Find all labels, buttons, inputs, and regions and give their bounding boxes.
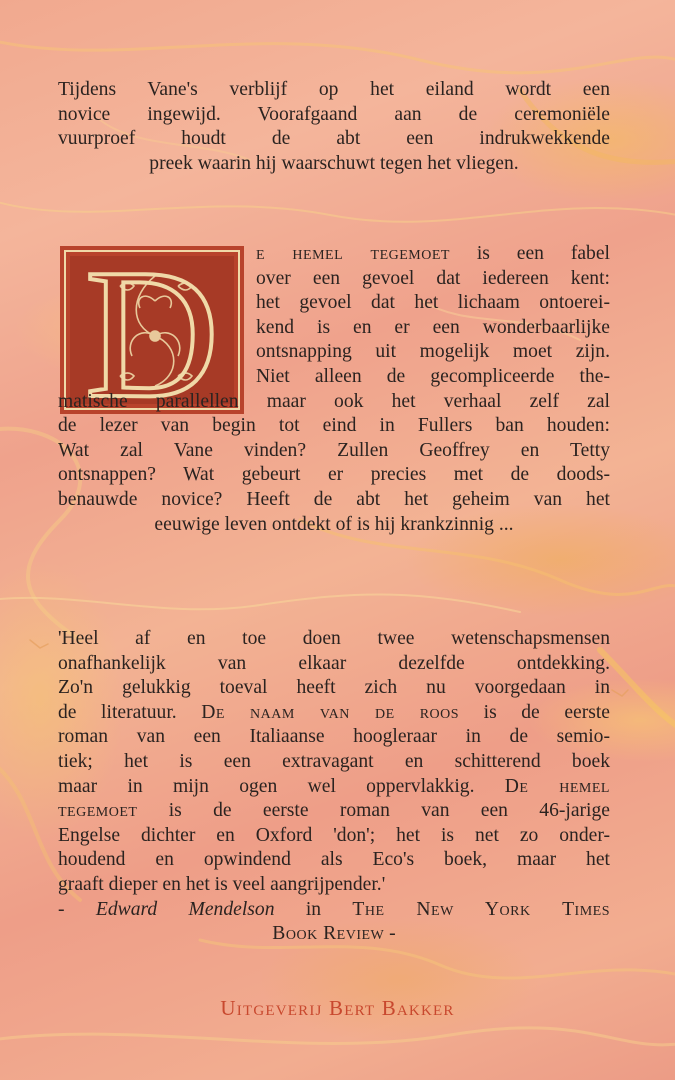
dropcap-letter: D	[84, 246, 220, 414]
attribution-dash: -	[58, 898, 96, 920]
intro-paragraph	[58, 78, 610, 176]
intro-line-2: novice ingewijd. Voorafgaand aan de ceremoniële	[58, 103, 610, 125]
book-title-smallcaps: e hemel tegemoet	[256, 243, 450, 264]
attribution-end: -	[384, 923, 396, 945]
publisher-name: Uitgeverij Bert Bakker	[220, 996, 455, 1020]
review-quote	[58, 627, 610, 947]
description-line: matische parallellen maar ook het verhaal zelf zal	[58, 390, 610, 412]
review-line: houdend en opwindend als Eco's boek, maar het	[58, 849, 610, 871]
description-line: ontsnappen? Wat gebeurt er precies met de doods-	[58, 464, 610, 486]
review-source-line-2	[58, 922, 610, 947]
review-line: 'Heel af en toe doen twee wetenschapsmensen	[58, 628, 610, 649]
referenced-title-smallcaps: De naam van de roos	[201, 701, 460, 723]
review-line: graaft dieper en het is veel aangrijpender.'	[58, 873, 386, 895]
description-line: Niet alleen de gecompliceerde the-	[256, 365, 610, 387]
review-line	[58, 775, 610, 800]
description-line: de lezer van begin tot eind in Fullers ban houden:	[58, 415, 610, 437]
review-text: de literatuur.	[58, 701, 202, 723]
review-line	[58, 701, 610, 726]
review-line: Zo'n gelukkig toeval heeft zich nu voorgedaan in	[58, 677, 610, 699]
review-text: is de eerste roman van een 46-jarige	[137, 800, 610, 822]
review-attribution	[58, 898, 610, 923]
book-title-smallcaps: tegemoet	[58, 800, 138, 822]
review-source: The New York Times	[352, 898, 610, 920]
description-line: Wat zal Vane vinden? Zullen Geoffrey en Tetty	[58, 439, 610, 461]
intro-line-1: Tijdens Vane's verblijf op het eiland wordt een	[58, 79, 610, 100]
description-line-1-rest: is een fabel	[449, 243, 610, 264]
description-wrapped-line: het gevoel dat het lichaam ontoerei-	[256, 292, 610, 314]
review-source-continued: Book Review	[272, 923, 385, 945]
review-text: is de eerste	[459, 701, 611, 723]
description-wrapped-line: ontsnapping uit mogelijk moet zijn.	[256, 341, 610, 363]
description-wrapped-line: kend is en er een wonderbaarlijke	[256, 316, 610, 338]
review-line: Engelse dichter en Oxford 'don'; het is net zo onder-	[58, 824, 610, 846]
intro-line-3: vuurproef houdt de abt een indrukwekkende	[58, 128, 610, 150]
attribution-in: in	[274, 898, 353, 920]
review-text: maar in mijn ogen wel oppervlakkig.	[58, 775, 505, 797]
description-line: benauwde novice? Heeft de abt het geheim van het	[58, 488, 610, 510]
review-author: Edward Mendelson	[95, 898, 275, 920]
book-title-smallcaps: De hemel	[504, 775, 610, 797]
review-line	[58, 799, 610, 824]
review-line: onafhankelijk van elkaar dezelfde ontdekking.	[58, 652, 610, 674]
description-line: eeuwige leven ontdekt of is hij krankzinnig ...	[154, 513, 514, 535]
description-line-1	[256, 242, 610, 267]
description-paragraph	[58, 242, 610, 537]
intro-line-4: preek waarin hij waarschuwt tegen het vliegen.	[149, 152, 519, 174]
review-line: roman van een Italiaanse hoogleraar in de semio-	[58, 726, 610, 748]
review-line: tiek; het is een extravagant en schitterend boek	[58, 750, 610, 772]
description-wrapped-line: over een gevoel dat iedereen kent:	[256, 267, 610, 289]
